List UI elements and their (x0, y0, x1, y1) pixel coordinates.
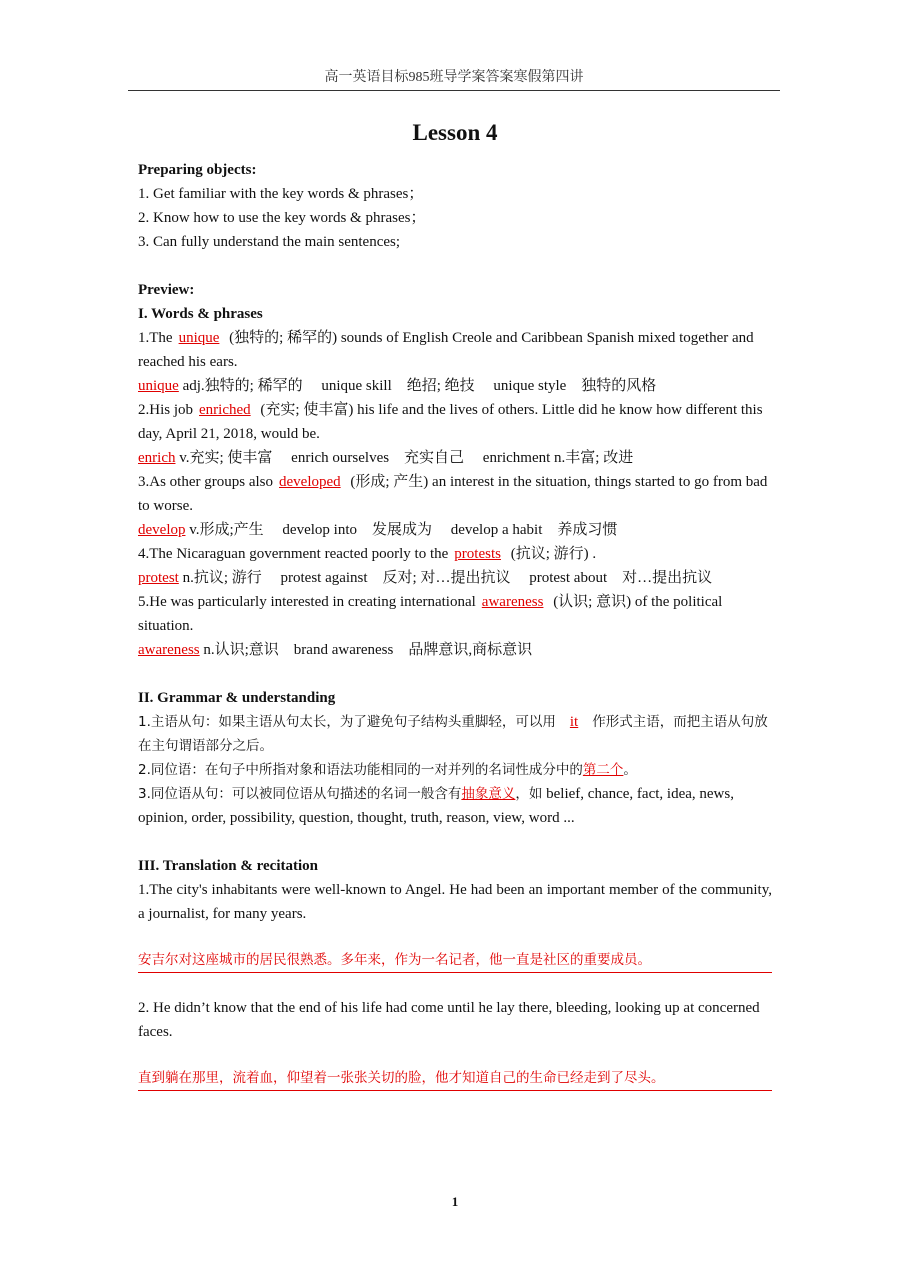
grammar-heading: II. Grammar & understanding (138, 690, 336, 706)
objective-item: 3. Can fully understand the main sentences; (138, 234, 401, 250)
lesson-title: Lesson 4 (412, 120, 498, 145)
vocab-question-5: 5.He was particularly interested in creating international awareness (认识; 意识) of the political situation. (138, 594, 723, 634)
vocab-note-5: awareness n.认识;意识 brand awareness 品牌意识,商标意识 (138, 642, 533, 658)
vocab-question-3: 3.As other groups also developed (形成; 产生) an interest in the situation, things started to go from bad to worse. (138, 474, 768, 514)
translation-answer-1: 安吉尔对这座城市的居民很熟悉。多年来，作为一名记者，他一直是社区的重要成员。 (138, 949, 772, 973)
grammar-item-2: 2.同位语：在句子中所指对象和语法功能相同的一对并列的名词性成分中的第二个。 (138, 762, 637, 778)
vocab-question-4: 4.The Nicaraguan government reacted poorly to the protests (抗议; 游行) . (138, 546, 597, 562)
page-number: 1 (451, 1194, 459, 1209)
vocab-question-1: 1.The unique (独特的; 稀罕的) sounds of English Creole and Caribbean Spanish mixed together and reached his ears. (138, 330, 754, 370)
source-sentence-2: 2. He didn’t know that the end of his life had come until he lay there, bleeding, looking up at concerned faces. (138, 1000, 760, 1040)
translation-heading: III. Translation & recitation (138, 858, 319, 874)
document-body (138, 158, 772, 1091)
translation-answer-2: 直到躺在那里，流着血，仰望着一张张关切的脸，他才知道自己的生命已经走到了尽头。 (138, 1067, 772, 1091)
answer-blank: awareness (481, 594, 544, 610)
answer-blank: 第二个 (582, 762, 624, 778)
vocab-note-4: protest n.抗议; 游行 protest against 反对; 对…提出抗议 protest about 对…提出抗议 (138, 570, 713, 586)
vocab-note-3: develop v.形成;产生 develop into 发展成为 develop a habit 养成习惯 (138, 522, 618, 538)
answer-blank: 抽象意义 (461, 786, 516, 802)
grammar-item-1: 1.主语从句：如果主语从句太长，为了避免句子结构头重脚轻，可以用 it 作形式主语，而把主语从句放在主句谓语部分之后。 (138, 714, 768, 754)
words-heading: I. Words & phrases (138, 306, 263, 322)
grammar-item-3: 3.同位语从句：可以被同位语从句描述的名词一般含有抽象意义，如 belief, chance, fact, idea, news, opinion, order, possibility, question, thought, truth, reason, view, word ... (138, 786, 734, 826)
keyword: awareness (138, 642, 200, 658)
vocab-note-1: unique adj.独特的; 稀罕的 unique skill 绝招; 绝技 unique style 独特的风格 (138, 378, 657, 394)
answer-blank: enriched (199, 402, 251, 418)
answer-blank: unique (178, 330, 220, 346)
objective-item: 2. Know how to use the key words & phrases； (138, 210, 426, 226)
objective-item: 1. Get familiar with the key words & phrases； (138, 186, 424, 202)
keyword: unique (138, 378, 179, 394)
answer-blank: developed (279, 474, 341, 490)
answer-blank: it (569, 714, 579, 730)
preparing-heading: Preparing objects: (138, 162, 257, 178)
source-sentence-1: 1.The city's inhabitants were well-known to Angel. He had been an important member of the community, a journalist, for many years. (138, 882, 772, 922)
keyword: protest (138, 570, 179, 586)
vocab-note-2: enrich v.充实; 使丰富 enrich ourselves 充实自己 enrichment n.丰富; 改进 (138, 450, 634, 466)
vocab-question-2: 2.His job enriched (充实; 使丰富) his life and the lives of others. Little did he know how different this day, April 21, 2018, would be. (138, 402, 763, 442)
preview-heading: Preview: (138, 282, 195, 298)
page-header: 高一英语目标985班导学案答案寒假第四讲 (128, 66, 780, 91)
keyword: develop (138, 522, 186, 538)
answer-blank: protests (454, 546, 501, 562)
keyword: enrich (138, 450, 176, 466)
